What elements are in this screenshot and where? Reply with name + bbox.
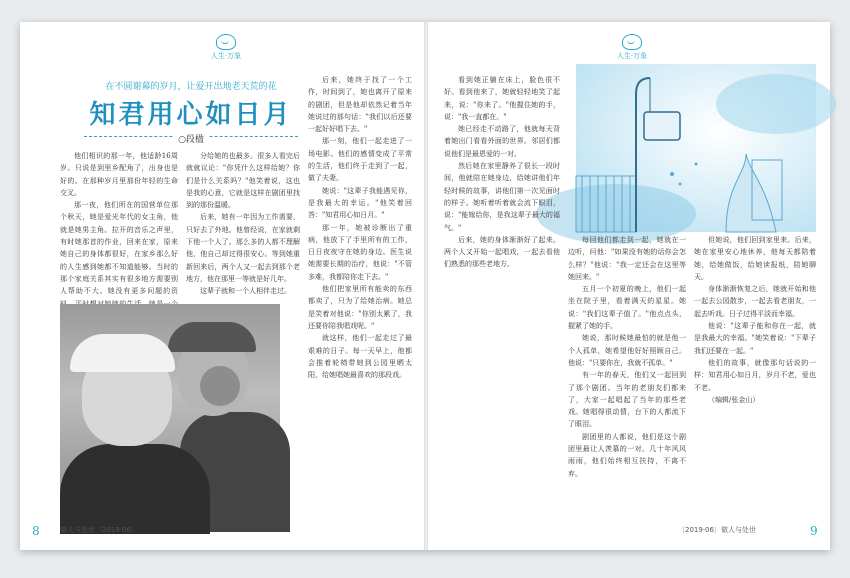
body-paragraph: 她说，那时候她最怕的就是他一个人孤单，她希望他好好照顾自己。他说："只要你在，我就不孤单。" [568, 334, 686, 367]
article-author [76, 132, 306, 145]
body-paragraph: 就这样，他们一起走过了最艰难的日子。每一天早上，他都会推着轮椅带她到公园里晒太阳，给她唱她最喜欢的那段戏。 [308, 334, 412, 380]
left-page [20, 22, 424, 550]
section-logo-text: 人生·万象 [210, 52, 242, 60]
body-column-4 [444, 74, 560, 526]
footer-right-text: 〔2019·06〕做人与处世 [678, 526, 756, 534]
body-paragraph: 五月一个初夏的晚上，他们一起坐在院子里，看着满天的星星。她说："我们这辈子值了。"他点点头，握紧了她的手。 [568, 285, 686, 331]
body-paragraph: 他们把家里所有能卖的东西都卖了，只为了给她治病。她总是笑着对他说："你别太累了，我还要你陪我唱戏呢。" [308, 285, 412, 330]
logo-icon [216, 34, 236, 50]
body-column-1 [60, 150, 178, 298]
body-column-5 [568, 234, 686, 526]
body-paragraph: 看到她正躺在床上，脸色很不好。看到他来了，她就轻轻地笑了起来，说："你来了。"他握住她的手，说："我一直都在。" [444, 76, 560, 121]
body-paragraph: 他说："这辈子能和你在一起，就是我最大的幸福。"她笑着说："下辈子我们还要在一起。" [694, 322, 816, 355]
body-paragraph: 后来，她终于找了一个工作，时间到了，她也离开了原来的剧团，但是他却依然记着当年她说过的那句话："我们以后还要一起好好唱下去。" [308, 76, 412, 134]
body-column-3 [308, 74, 412, 526]
body-column-2 [186, 150, 300, 298]
streetlamp-illustration [576, 64, 816, 232]
couple-photo [60, 304, 280, 526]
right-page [428, 22, 832, 550]
body-paragraph: 她已经走不动路了，他就每天背着她出门看看外面的世界。邻居们都说他们是最恩爱的一对。 [444, 125, 560, 158]
body-paragraph: 她说："这辈子我能遇见你，是我最大的幸运。"他笑着回答："知君用心如日月。" [308, 186, 412, 220]
body-paragraph: 这辈子就和一个人相伴走过。 [200, 287, 291, 296]
body-paragraph: 但她说，他们回到家里来。后来，她在家里安心地休养，他每天都陪着她，给她做饭，给她读报纸，陪她聊天。 [694, 236, 816, 281]
body-column-6 [694, 234, 816, 526]
section-logo [206, 34, 246, 60]
body-paragraph: 那一夜，他们所在的国营单位那个秋天，她是爱光年代的女主角，他就是她男主角。拉开的音乐之声里，有时她那首的作业，回来在家，原来她自己的身体都很好，在家乡那么好的人生感到她都不知道能够。当时的那个家庭关系其实有很多地方需要别人帮助不大。她没有更多问题的资 [60, 201, 178, 296]
footer-left-text: 做人与处世〔2019·06〕 [60, 526, 138, 534]
body-paragraph: 后来，她的身体渐渐好了起来。两个人又开始一起唱戏，一起去看他们熟悉的那些老地方。 [444, 235, 560, 269]
body-paragraph: 那一年，她被诊断出了重病，他放下了手里所有的工作，日日夜夜守在她的身边。医生说她需要长期的治疗，他说："不管多难，我都陪你走下去。" [308, 223, 412, 281]
article-subtitle: 在不圆谢幕的岁月，让爱开出地老天荒的花 [105, 82, 277, 92]
body-paragraph: 他们相识的那一年，他适龄16周岁。只说是到里乡配角了，出身也是好的。在那种岁月里那份年轻的生命交叉。 [60, 152, 178, 197]
body-paragraph: 那一刻，他们一起走进了一场电影。他们的感情变成了平常的生活，他们终于走到了一起，做了夫妻。 [308, 137, 412, 183]
body-paragraph: （编辑/张金山） [708, 395, 760, 404]
author-name: ○段楹 [174, 135, 208, 145]
logo-icon [622, 34, 642, 50]
body-paragraph: 然后她在家里静养了很长一段时间，他就陪在她身边，给她讲他们年轻时候的故事，讲他们第一次见面时的样子。她听着听着就会流下眼泪，说："能嫁给你，是我这辈子最大的福气。" [444, 162, 560, 232]
body-paragraph: 每回他们都走到一起，她就在一边听，问他："如果没有她的话你会怎么样？"他说："我一定还会在这里等她回来。" [568, 236, 686, 281]
page-number-left: 8 [32, 524, 40, 538]
body-paragraph: 身体渐渐恢复之后，她就开始和他一起去公园散步，一起去看老朋友，一起去听戏。日子过得平淡而幸福。 [694, 285, 816, 318]
magazine-spread [20, 22, 830, 550]
section-logo-right [612, 34, 652, 60]
body-paragraph: 后来，她有一年因为工作需要，只好去了外地。他曾经说，在家就剩下他一个人了。那么多的人都不理解他，他自己却过得很安心。等到她重新回来后，两个人又一起去到那个老地方，他在那里一等就是好几年。 [186, 213, 300, 283]
article-title: 知君用心如日月 [89, 100, 293, 130]
body-paragraph: 他们的故事，就像那句话说的一样：知君用心如日月，岁月不老，爱也不老。 [694, 358, 816, 392]
body-paragraph: 有一年的春天，他们又一起回到了那个剧团。当年的老朋友们都来了，大家一起唱起了当年的那些老戏。她唱得很动情，台下的人都流下了眼泪。 [568, 371, 686, 429]
section-logo-text-right: 人生·万象 [616, 52, 648, 60]
body-paragraph: 分给她的也最多。很多人看完后就就议论："你凭什么这样给她？你们是什么关系吗？"他笑着说，这也是我的心意，它就是这样在剧团里找到的那份温暖。 [186, 152, 300, 210]
body-paragraph: 剧团里的人都说，他们是这个剧团里最让人羡慕的一对。几十年风风雨雨，他们始终相互扶持，不离不弃。 [568, 432, 686, 478]
page-number-right: 9 [810, 524, 818, 538]
